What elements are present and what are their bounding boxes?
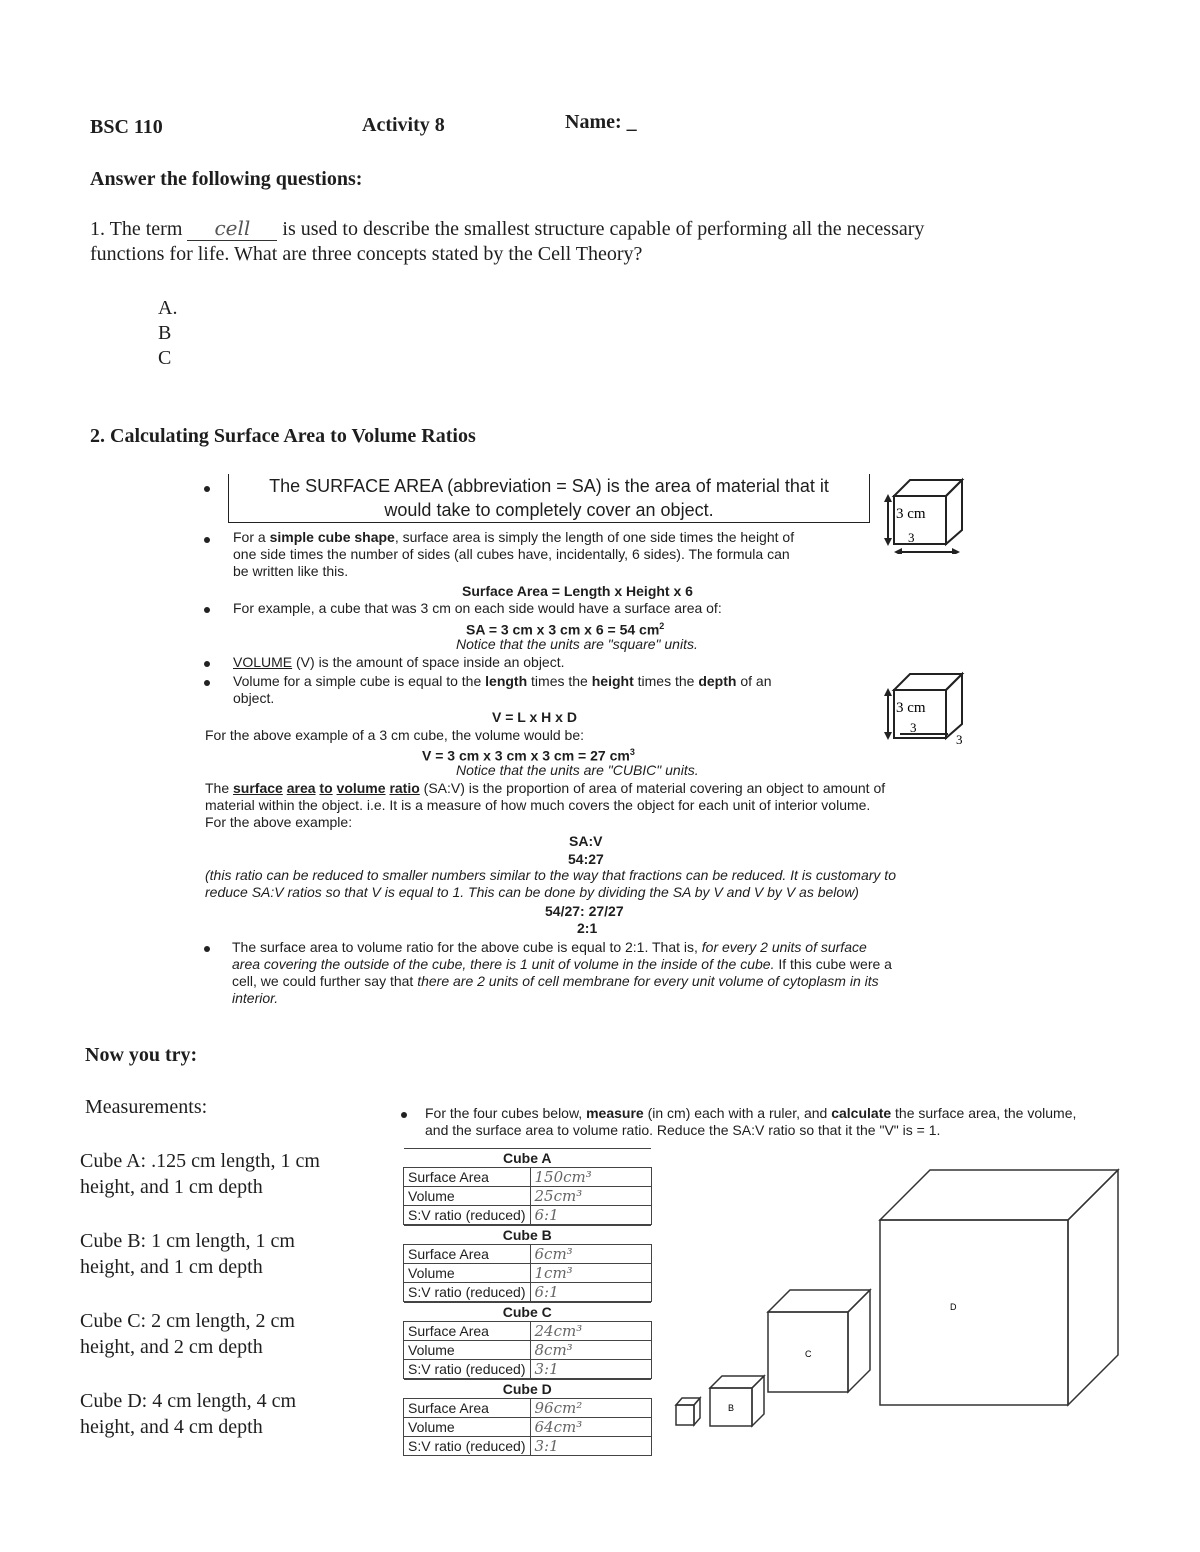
conclusion-text: The surface area to volume ratio for the above cube is equal to 2:1. That is, for every 2 units of surface area covering the outside of the cube, there is 1 unit of volume in the inside of the cube. If this cube were a cell, we could further say that there are 2 units of cell membrane for every unit volume of cytoplasm in its interior. — [232, 939, 892, 1006]
q1-option-c[interactable]: C — [158, 347, 172, 369]
bullet — [204, 661, 210, 667]
cube-a-sa[interactable]: 150cm³ — [530, 1168, 651, 1187]
cube-tables — [403, 1148, 652, 1456]
q2-title: 2. Calculating Surface Area to Volume Ratios — [90, 425, 476, 447]
cube-d-volume[interactable]: 64cm³ — [530, 1418, 651, 1437]
bullet — [204, 486, 210, 492]
cube-d-drawing — [880, 1170, 1118, 1405]
table-title: Cube A — [404, 1149, 652, 1168]
table-title: Cube B — [404, 1226, 652, 1245]
activity-title: Activity 8 — [362, 114, 445, 136]
cube-b-label: B — [728, 1403, 735, 1413]
row-label: Volume — [404, 1187, 531, 1206]
cube-dim-depth: 3 — [956, 732, 963, 747]
try-instructions: For the four cubes below, measure (in cm) each with a ruler, and calculate the surface area, the volume, and the surface area to volume ratio. Reduce the SA:V ratio so that it the "V" is = 1. — [425, 1105, 1077, 1138]
cube-a-table — [403, 1148, 652, 1225]
row-label: Volume — [404, 1264, 531, 1283]
cube-c-drawing — [768, 1290, 870, 1392]
table-title: Cube C — [404, 1303, 652, 1322]
q1-option-b[interactable]: B — [158, 322, 172, 344]
reduce-result: 2:1 — [577, 920, 598, 936]
sa-definition-box: The SURFACE AREA (abbreviation = SA) is the area of material that it would take to completely cover an object. — [228, 474, 870, 523]
row-label: Volume — [404, 1418, 531, 1437]
row-label: S:V ratio (reduced) — [404, 1360, 531, 1379]
volume-cube-text: Volume for a simple cube is equal to the length times the height times the depth of an object. — [233, 673, 772, 706]
instructions-heading: Answer the following questions: — [90, 168, 363, 190]
cube-d-label: D — [950, 1302, 957, 1312]
bullet — [204, 946, 210, 952]
bullet — [204, 680, 210, 686]
cube-b-volume[interactable]: 1cm³ — [530, 1264, 651, 1283]
cube-label: 3 cm — [896, 700, 926, 716]
cube-dim: 3 — [910, 720, 917, 735]
cube-d-ratio[interactable]: 3:1 — [530, 1437, 651, 1456]
cube-c-desc: Cube C: 2 cm length, 2 cm height, and 2 cm depth — [80, 1310, 295, 1358]
simple-cube-text: For a simple cube shape, surface area is simply the length of one side times the height of one side times the number of sides (all cubes have, incidentally, 6 sides). The formula can be written like this. — [233, 529, 795, 579]
cube-c-label: C — [805, 1349, 812, 1359]
volume-definition: VOLUME (V) is the amount of space inside an object. — [233, 654, 565, 670]
row-label: Volume — [404, 1341, 531, 1360]
v-formula: V = L x H x D — [492, 709, 577, 725]
ratio-definition: The surface area to volume ratio (SA:V) is the proportion of area of material covering an object to amount of material within the object. i.e. It is a measure of how much covers the object for each unit of interior volume. For the above example: — [205, 780, 886, 830]
v-example: For the above example of a 3 cm cube, the volume would be: — [205, 727, 584, 743]
cube-figure-volume — [878, 668, 970, 748]
cube-c-volume[interactable]: 8cm³ — [530, 1341, 651, 1360]
v-note: Notice that the units are "CUBIC" units. — [456, 762, 699, 778]
cube-a-drawing — [676, 1398, 700, 1425]
cube-a-ratio[interactable]: 6:1 — [530, 1206, 651, 1225]
row-label: Surface Area — [404, 1245, 531, 1264]
cube-b-drawing — [710, 1376, 764, 1426]
q1-answer-field[interactable]: cell — [187, 216, 277, 241]
q1-line1: 1. The term cell is used to describe the smallest structure capable of performing all the necessary — [90, 216, 925, 240]
name-field[interactable]: _ — [626, 111, 637, 133]
cube-d-desc: Cube D: 4 cm length, 4 cm height, and 4 cm depth — [80, 1390, 297, 1438]
cube-c-sa[interactable]: 24cm³ — [530, 1322, 651, 1341]
bullet — [401, 1112, 407, 1118]
cube-c-table — [403, 1302, 652, 1379]
q1-option-a[interactable]: A. — [158, 297, 178, 319]
row-label: S:V ratio (reduced) — [404, 1283, 531, 1302]
bullet — [204, 537, 210, 543]
v-calc: V = 3 cm x 3 cm x 3 cm = 27 $cm^3$ — [422, 747, 635, 764]
row-label: Surface Area — [404, 1399, 531, 1418]
sa-formula: Surface Area = Length x Height x 6 — [462, 583, 693, 599]
reduce-calc: 54/27: 27/27 — [545, 903, 624, 919]
measurements-heading: Measurements: — [85, 1096, 208, 1118]
sav-value: 54:27 — [568, 851, 604, 867]
bullet — [204, 607, 210, 613]
sa-note: Notice that the units are "square" units. — [456, 636, 698, 652]
cube-a-volume[interactable]: 25cm³ — [530, 1187, 651, 1206]
cube-b-table — [403, 1225, 652, 1302]
cube-figure-sa — [878, 474, 968, 554]
row-label: Surface Area — [404, 1168, 531, 1187]
cube-d-table — [403, 1379, 652, 1456]
cube-b-sa[interactable]: 6cm³ — [530, 1245, 651, 1264]
cube-dim: 3 — [908, 530, 915, 545]
row-label: Surface Area — [404, 1322, 531, 1341]
try-heading: Now you try: — [85, 1044, 198, 1066]
row-label: S:V ratio (reduced) — [404, 1437, 531, 1456]
cube-a-desc: Cube A: .125 cm length, 1 cm height, and 1 cm depth — [80, 1150, 320, 1198]
sav-label: SA:V — [569, 833, 603, 849]
cube-d-sa[interactable]: 96cm² — [530, 1399, 651, 1418]
name-label: Name: _ — [565, 111, 637, 133]
cube-label: 3 cm — [896, 506, 926, 522]
cube-c-ratio[interactable]: 3:1 — [530, 1360, 651, 1379]
q1-line2: functions for life. What are three concepts stated by the Cell Theory? — [90, 243, 643, 265]
table-title: Cube D — [404, 1380, 652, 1399]
cube-b-ratio[interactable]: 6:1 — [530, 1283, 651, 1302]
reduce-text: (this ratio can be reduced to smaller numbers similar to the way that fractions can be reduced. It is customary to reduce SA:V ratios so that V is equal to 1. This can be done by dividing the SA by V and V by V as below) — [205, 867, 896, 900]
cube-drawings — [668, 1140, 1178, 1440]
sa-example: For example, a cube that was 3 cm on each side would have a surface area of: — [233, 600, 722, 616]
course-code: BSC 110 — [90, 116, 163, 138]
sa-calc: SA = 3 cm x 3 cm x 6 = 54 $cm^2$ — [466, 621, 665, 638]
cube-b-desc: Cube B: 1 cm length, 1 cm height, and 1 cm depth — [80, 1230, 295, 1278]
row-label: S:V ratio (reduced) — [404, 1206, 531, 1225]
